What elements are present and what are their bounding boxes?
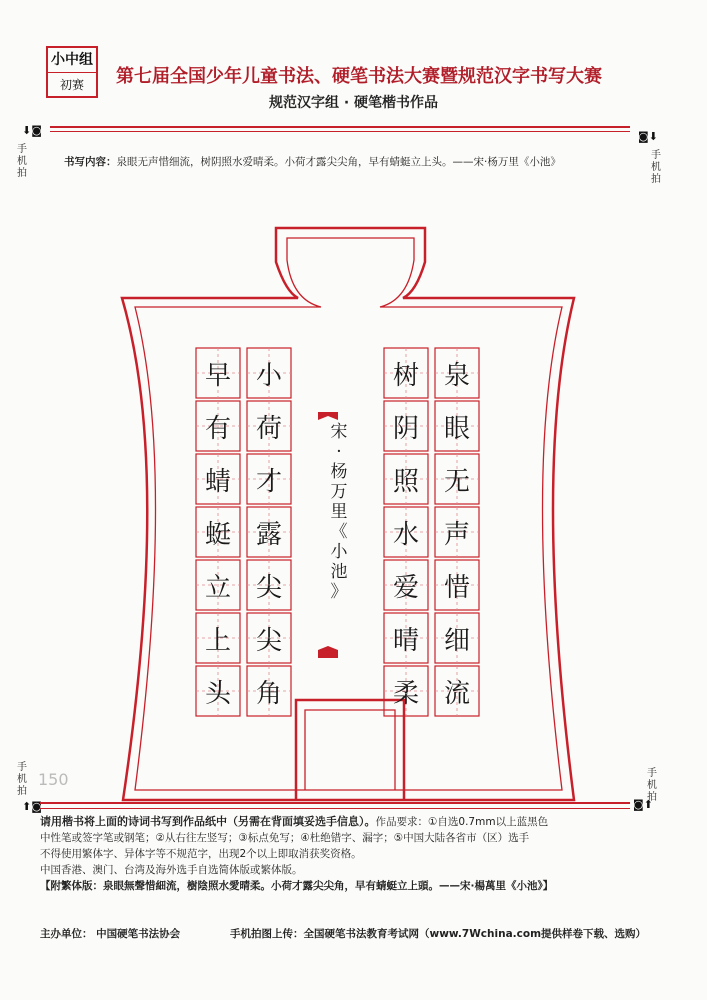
instructions-line2: 中性笔或签字笔或钢笔；②从右往左竖写；③标点免写；④杜绝错字、漏字；⑤中国大陆各省市（区）选手 <box>40 832 530 844</box>
calligraphy-character: 爱 <box>392 572 419 603</box>
calligraphy-character: 早 <box>204 360 231 391</box>
calligraphy-character: 尖 <box>255 572 282 603</box>
signature-column <box>325 408 353 658</box>
instructions <box>40 814 640 894</box>
calligraphy-character: 有 <box>204 413 231 444</box>
calligraphy-character: 惜 <box>443 572 470 603</box>
signature-character: 杨 <box>330 462 348 482</box>
upload-info: 手机拍图上传：全国硬笔书法教育考试网（www.7Wchina.com提供样卷下载、选购） <box>230 928 647 940</box>
calligraphy-character: 小 <box>255 360 282 391</box>
signature-character: 池 <box>330 562 348 582</box>
signature-character: 》 <box>330 582 348 602</box>
instructions-line4: 中国香港、澳门、台湾及海外选手自选简体版或繁体版。 <box>40 864 303 876</box>
page-subtitle: 规范汉字组 · 硬笔楷书作品 <box>268 95 439 111</box>
instructions-line1: 作品要求：①自选0.7mm以上蓝黑色 <box>375 816 549 828</box>
calligraphy-character: 声 <box>443 519 470 550</box>
calligraphy-character: 露 <box>255 519 282 550</box>
calligraphy-character: 蜻 <box>204 466 231 497</box>
camera-icon: ◙⬇ <box>638 130 658 143</box>
calligraphy-character: 上 <box>204 625 231 656</box>
side-label-bottom-right: 手机拍 <box>647 768 657 803</box>
calligraphy-character: 细 <box>443 625 470 656</box>
camera-icon: ⬇◙ <box>22 124 42 137</box>
signature-character: 万 <box>330 482 348 502</box>
content-text: 泉眼无声惜细流，树阴照水爱晴柔。小荷才露尖尖角，早有蜻蜓立上头。——宋·杨万里《小池》 <box>116 156 561 168</box>
instructions-line3: 不得使用繁体字、异体字等不规范字，出现2个以上即取消获奖资格。 <box>40 848 362 860</box>
signature-character: 《 <box>330 522 348 542</box>
frame-notch <box>305 710 395 790</box>
calligraphy-character: 晴 <box>392 625 419 656</box>
calligraphy-character: 眼 <box>443 413 470 444</box>
calligraphy-character: 头 <box>204 678 231 709</box>
calligraphy-character: 立 <box>204 572 231 603</box>
calligraphy-character: 蜓 <box>204 519 231 550</box>
instructions-line5: 【附繁体版：泉眼無聲惜細流，樹陰照水愛晴柔。小荷才露尖尖角，早有蜻蜓立上頭。——宋·楊萬里《小池》】 <box>40 880 554 892</box>
signature-character: · <box>336 442 342 462</box>
camera-icon: ⬆◙ <box>22 800 42 813</box>
calligraphy-character: 阴 <box>392 413 419 444</box>
signature-text <box>325 422 353 602</box>
calligraphy-character: 才 <box>255 466 282 497</box>
content-label: 书写内容： <box>64 156 117 168</box>
instructions-lead: 请用楷书将上面的诗词书写到作品纸中（另需在背面填妥选手信息）。 <box>40 815 376 828</box>
page-title: 第七届全国少年儿童书法、硬笔书法大赛暨规范汉字书写大赛 <box>116 66 602 87</box>
calligraphy-character: 流 <box>443 678 470 709</box>
calligraphy-character: 照 <box>392 466 419 497</box>
signature-character: 里 <box>330 502 348 522</box>
handwritten-mark: 150 <box>38 770 69 789</box>
calligraphy-character: 荷 <box>255 413 282 444</box>
badge-round-label: 初赛 <box>59 78 84 92</box>
side-label-top-right: 手机拍 <box>651 150 661 185</box>
signature-character: 宋 <box>330 422 348 442</box>
frame-notch-outer <box>296 700 404 800</box>
calligraphy-character: 柔 <box>392 678 419 709</box>
bottom-rule <box>40 802 630 804</box>
side-label-top-left: 手机拍 <box>17 144 27 179</box>
calligraphy-character: 无 <box>443 466 470 497</box>
organizer: 主办单位： 中国硬笔书法协会 <box>40 928 181 940</box>
signature-character: 小 <box>330 542 348 562</box>
calligraphy-character: 尖 <box>255 625 282 656</box>
calligraphy-character: 泉 <box>443 360 470 391</box>
calligraphy-character: 树 <box>392 360 419 391</box>
calligraphy-character: 水 <box>392 519 419 550</box>
side-label-bottom-left: 手机拍 <box>17 762 27 797</box>
calligraphy-character: 角 <box>255 678 282 709</box>
bottom-rule-thin <box>40 808 630 809</box>
camera-icon: ◙⬆ <box>633 798 653 811</box>
badge-group-label: 小中组 <box>48 48 96 73</box>
